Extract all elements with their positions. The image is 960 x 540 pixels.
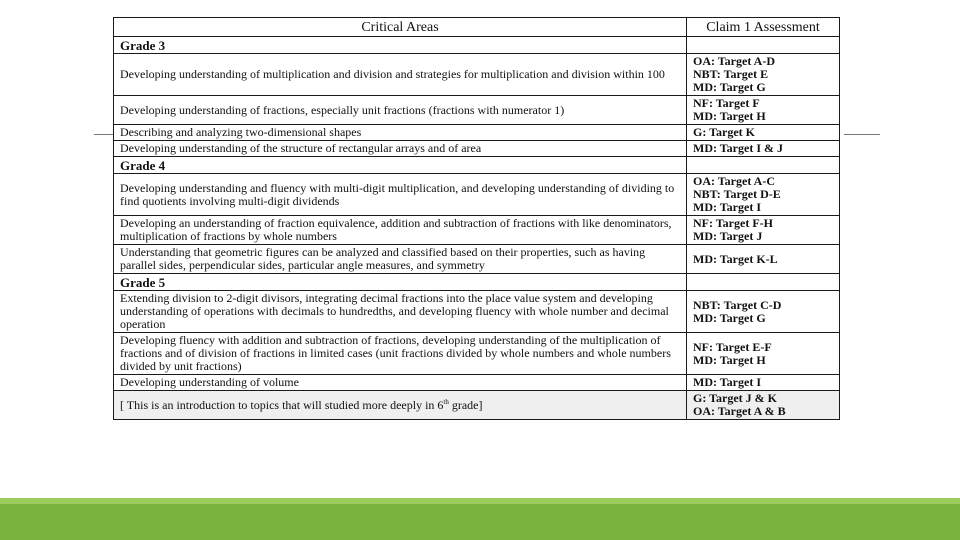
note-text-end: grade] bbox=[448, 397, 483, 412]
claim-cell bbox=[687, 125, 840, 141]
claim-cell bbox=[687, 174, 840, 216]
critical-area-cell: Understanding that geometric figures can be analyzed and classified based on their properties, such as having parallel sides, perpendicular sides, particular angle measures, and symmetry bbox=[114, 245, 687, 274]
critical-areas-table bbox=[113, 17, 840, 420]
grade-claim-empty bbox=[687, 274, 840, 291]
table-row bbox=[114, 141, 840, 157]
critical-area-cell: Developing understanding of volume bbox=[114, 375, 687, 391]
claim-target: MD: Target K-L bbox=[693, 251, 778, 266]
claim-target: NF: Target E-F bbox=[693, 339, 772, 354]
critical-area-cell: Extending division to 2-digit divisors, integrating decimal fractions into the place value system and developing understanding of operations with decimals to hundredths, and developing fluency with whole number and decimal operation bbox=[114, 291, 687, 333]
table-row bbox=[114, 174, 840, 216]
claim-target: MD: Target G bbox=[693, 80, 766, 94]
claim-target: OA: Target A-C bbox=[693, 174, 775, 188]
table-row bbox=[114, 333, 840, 375]
note-cell bbox=[114, 391, 687, 420]
critical-area-cell: Developing fluency with addition and subtraction of fractions, developing understanding of the multiplication of fractions and of division of fractions in limited cases (unit fractions divided by whole numbers and whole numbers divided by unit fractions) bbox=[114, 333, 687, 375]
note-superscript: th bbox=[443, 397, 449, 406]
table-row bbox=[114, 54, 840, 96]
slide-rule-left bbox=[94, 134, 114, 135]
claim-target: NF: Target F-H bbox=[693, 216, 773, 230]
claim-cell bbox=[687, 245, 840, 274]
grade-claim-empty bbox=[687, 157, 840, 174]
claim-target: MD: Target I & J bbox=[693, 141, 783, 155]
footer-band bbox=[0, 498, 960, 540]
grade-header-row bbox=[114, 274, 840, 291]
claim-target: G: Target J & K bbox=[693, 391, 777, 405]
claim-target: OA: Target A & B bbox=[693, 404, 786, 418]
table-row bbox=[114, 216, 840, 245]
claim-cell bbox=[687, 291, 840, 333]
header-claim: Claim 1 Assessment bbox=[687, 18, 840, 37]
grade-claim-empty bbox=[687, 37, 840, 54]
claim-target: OA: Target A-D bbox=[693, 54, 775, 68]
critical-area-cell: Developing understanding of the structure of rectangular arrays and of area bbox=[114, 141, 687, 157]
claim-cell bbox=[687, 54, 840, 96]
grade-label: Grade 5 bbox=[114, 274, 687, 291]
claim-target: NBT: Target E bbox=[693, 67, 769, 81]
table-row bbox=[114, 245, 840, 274]
grade-header-row bbox=[114, 37, 840, 54]
critical-area-cell: Developing understanding of fractions, especially unit fractions (fractions with numerator 1) bbox=[114, 96, 687, 125]
note-row bbox=[114, 391, 840, 420]
critical-area-cell: Developing understanding and fluency with multi-digit multiplication, and developing understanding of dividing to find quotients involving multi-digit dividends bbox=[114, 174, 687, 216]
claim-cell bbox=[687, 333, 840, 375]
note-text: [ This is an introduction to topics that will studied more deeply in 6 bbox=[120, 397, 444, 412]
claim-cell bbox=[687, 216, 840, 245]
grade-header-row bbox=[114, 157, 840, 174]
claim-target: MD: Target J bbox=[693, 229, 763, 243]
slide-rule-right bbox=[844, 134, 880, 135]
claim-target: MD: Target I bbox=[693, 200, 761, 214]
claim-target: NBT: Target D-E bbox=[693, 187, 781, 201]
claim-target: MD: Target H bbox=[693, 352, 766, 367]
claim-cell bbox=[687, 375, 840, 391]
critical-area-cell: Describing and analyzing two-dimensional shapes bbox=[114, 125, 687, 141]
table-row bbox=[114, 125, 840, 141]
table-row bbox=[114, 291, 840, 333]
claim-target: G: Target K bbox=[693, 125, 755, 139]
claim-target: MD: Target H bbox=[693, 109, 766, 123]
critical-area-cell: Developing an understanding of fraction equivalence, addition and subtraction of fractions with like denominators, multiplication of fractions by whole numbers bbox=[114, 216, 687, 245]
claim-target: MD: Target I bbox=[693, 375, 761, 389]
footer-band-highlight bbox=[0, 498, 960, 504]
note-claim-cell bbox=[687, 391, 840, 420]
header-critical-areas: Critical Areas bbox=[114, 18, 687, 37]
claim-target: NBT: Target C-D bbox=[693, 297, 782, 312]
claim-cell bbox=[687, 141, 840, 157]
table-header-row bbox=[114, 18, 840, 37]
table-row bbox=[114, 96, 840, 125]
claim-target: NF: Target F bbox=[693, 96, 760, 110]
claim-cell bbox=[687, 96, 840, 125]
table-row bbox=[114, 375, 840, 391]
grade-label: Grade 4 bbox=[114, 157, 687, 174]
grade-label: Grade 3 bbox=[114, 37, 687, 54]
claim-target: MD: Target G bbox=[693, 310, 766, 325]
critical-area-cell: Developing understanding of multiplication and division and strategies for multiplication and division within 100 bbox=[114, 54, 687, 96]
